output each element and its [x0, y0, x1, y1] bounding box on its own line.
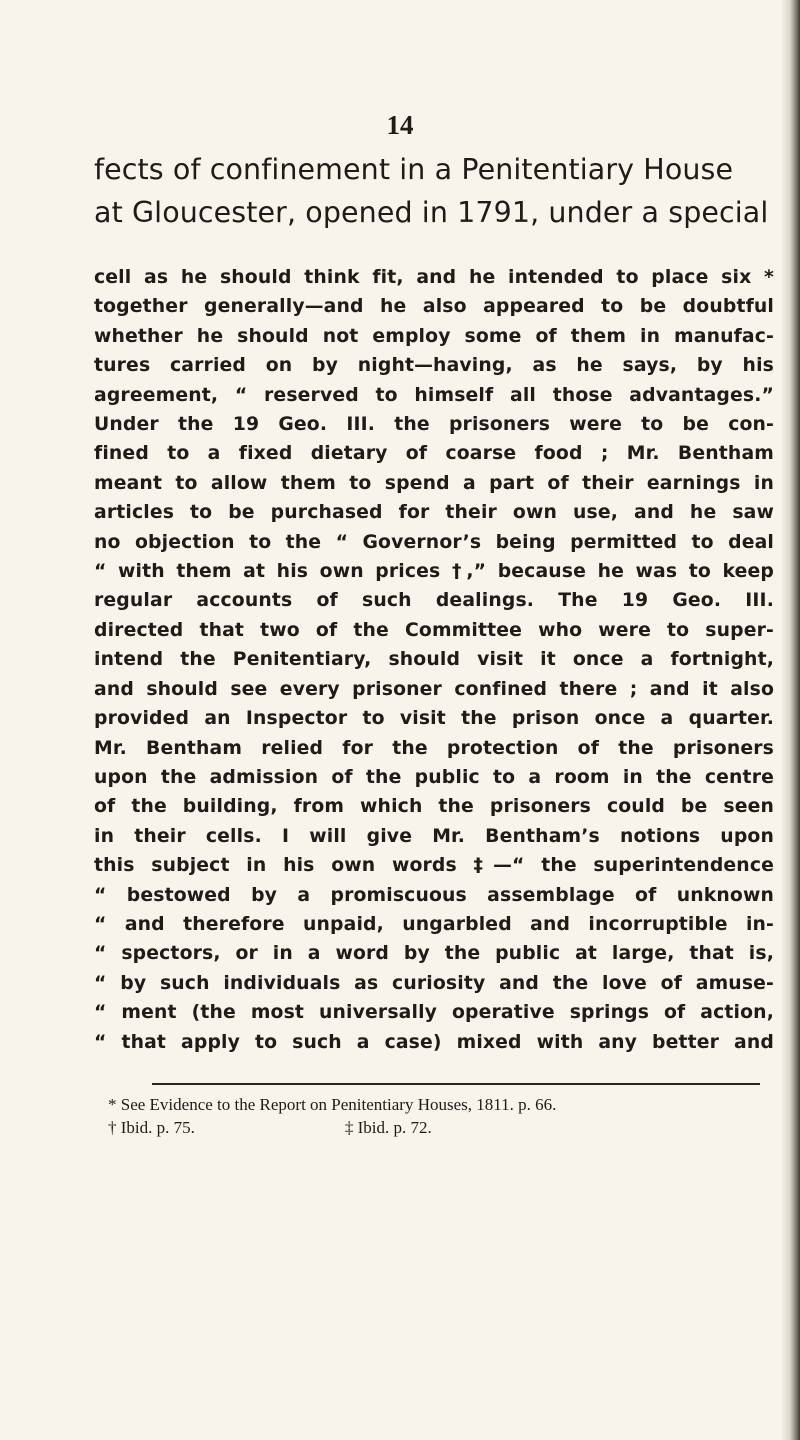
running-head: [94, 148, 774, 234]
footnote-row: [108, 1116, 768, 1139]
page-number: 14: [386, 110, 414, 140]
body-paragraph: [94, 263, 774, 1057]
footnote-rule: [152, 1083, 760, 1085]
body-line: provided an Inspector to visit the prison once a quarter.: [94, 708, 774, 730]
body-line: tures carried on by night—having, as he says, by his: [94, 355, 774, 377]
body-line: together generally—and he also appeared to be doubtful: [94, 296, 774, 318]
body-line: “ spectors, or in a word by the public at large, that is,: [94, 943, 774, 965]
body-line: “ and therefore unpaid, ungarbled and incorruptible in-: [94, 913, 774, 935]
running-head-line: fects of confinement in a Penitentiary House: [94, 153, 734, 186]
body-line: “ bestowed by a promiscuous assemblage of unknown: [94, 884, 774, 906]
body-line: of the building, from which the prisoners could be seen: [94, 796, 774, 818]
body-line: Mr. Bentham relied for the protection of the prisoners: [94, 737, 774, 759]
body-line: “ by such individuals as curiosity and the love of amuse-: [94, 972, 774, 994]
body-line: articles to be purchased for their own use, and he saw: [94, 502, 774, 524]
body-line: intend the Penitentiary, should visit it once a fortnight,: [94, 649, 774, 671]
body-line: cell as he should think fit, and he intended to place six *: [94, 267, 774, 288]
footnote-3: ‡ Ibid. p. 72.: [344, 1118, 432, 1137]
body-line: agreement, “ reserved to himself all those advantages.”: [94, 384, 774, 406]
body-line: meant to allow them to spend a part of their earnings in: [94, 472, 774, 494]
footnote-2: † Ibid. p. 75.: [108, 1118, 195, 1137]
body-line: fined to a fixed dietary of coarse food ; Mr. Bentham: [94, 443, 774, 465]
body-line: regular accounts of such dealings. The 19 Geo. III.: [94, 590, 774, 612]
body-line: this subject in his own words ‡—“ the superintendence: [94, 855, 774, 877]
page-edge-shadow: [782, 0, 800, 1440]
body-line: in their cells. I will give Mr. Bentham’s notions upon: [94, 825, 774, 847]
running-head-line: at Gloucester, opened in 1791, under a special: [94, 196, 769, 229]
body-line: Under the 19 Geo. III. the prisoners were to be con-: [94, 414, 774, 436]
body-line: no objection to the “ Governor’s being permitted to deal: [94, 531, 774, 553]
body-line: whether he should not employ some of them in manufac-: [94, 325, 774, 347]
body-line: and should see every prisoner confined there ; and it also: [94, 678, 774, 700]
body-line: directed that two of the Committee who were to super-: [94, 619, 774, 641]
body-line: “ ment (the most universally operative springs of action,: [94, 1002, 774, 1024]
body-line: “ with them at his own prices †,” because he was to keep: [94, 561, 774, 583]
footnote-1: * See Evidence to the Report on Penitentiary Houses, 1811. p. 66.: [108, 1095, 557, 1114]
body-line: upon the admission of the public to a room in the centre: [94, 766, 774, 788]
footnotes: [108, 1093, 768, 1139]
body-line: “ that apply to such a case) mixed with any better and: [94, 1031, 774, 1053]
